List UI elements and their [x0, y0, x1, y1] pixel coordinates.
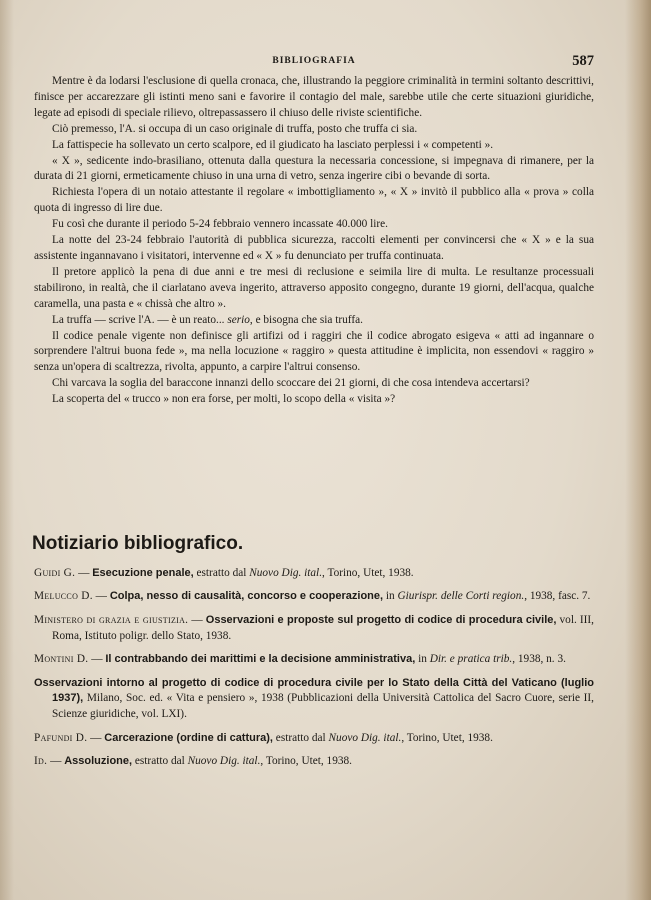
bibliography-entry — [34, 613, 594, 645]
entry-author: Melucco D. — [34, 590, 93, 603]
entry-title: Osservazioni e proposte sul progetto di codice di procedura civile, — [205, 613, 557, 626]
entry-separator: — — [47, 755, 65, 768]
bibliography-entry — [34, 589, 594, 605]
entry-author: Pafundi D. — [34, 731, 88, 744]
entry-title: Carcerazione (ordine di cattura), — [104, 731, 273, 744]
entry-source: Nuovo Dig. ital. — [187, 755, 261, 768]
paragraph: Il codice penale vigente non definisce gli artifizi od i raggiri che il codice abrogato esigeva « atti ad ingannare o sorprendere l'altrui buona fede », ma nella locuzione « raggiro » questa attitudine è implicita, non essendovi « raggiro » senza un'opera di scaltrezza, rivolta, appunto, a carpire l'altrui consenso. — [34, 329, 594, 374]
paragraph: Ciò premesso, l'A. si occupa di un caso originale di truffa, posto che truffa ci sia. — [52, 122, 418, 135]
entry-author: Ministero di grazia e giustizia. — [34, 613, 189, 626]
entry-source: Nuovo Dig. ital. — [249, 567, 323, 579]
review-text — [34, 74, 594, 408]
paragraph: La fattispecie ha sollevato un certo scalpore, ed il giudicato ha lasciato perplessi i « competenti ». — [52, 138, 494, 151]
paragraph: Mentre è da lodarsi l'esclusione di quella cronaca, che, illustrando la peggiore criminalità in termini soltanto descrittivi, finisce per accarezzare gli istinti meno sani e favorire il contagio del male, sarebbe utile che certe situazioni giuridiche, legate ad episodi di speciale rilievo, oltrepassassero il chiuso delle riviste scientifiche. — [34, 75, 594, 119]
bibliography-entry — [34, 566, 594, 582]
entry-text: , Torino, Utet, 1938. — [260, 755, 352, 768]
entry-title: Osservazioni intorno al progetto di codice di procedura civile per lo Stato della Città del Vaticano (luglio 1937), — [34, 676, 594, 705]
entry-text: , 1938, n. 3. — [512, 653, 566, 666]
entry-text: , Torino, Utet, 1938. — [322, 567, 414, 579]
entry-author: Guidi G. — [34, 567, 76, 579]
entry-title: Colpa, nesso di causalità, concorso e cooperazione, — [109, 590, 384, 603]
entry-author: Id. — [34, 755, 48, 768]
bibliography-entry — [34, 754, 594, 770]
entry-separator: — — [88, 653, 106, 666]
paragraph: La notte del 23-24 febbraio l'autorità di pubblica sicurezza, raccolti elementi per convincersi che « X » e la sua assistente ingannavano i visitatori, intervenne ed « X » fu denunciato per truffa continuata. — [34, 234, 594, 262]
bibliography-list — [34, 566, 594, 778]
paragraph: Chi varcava la soglia del baraccone innanzi dello scoccare dei 21 giorni, di che cosa intendeva accertarsi? — [52, 377, 530, 390]
text-run: , e bisogna che sia truffa. — [249, 313, 363, 326]
bibliography-entry — [34, 652, 594, 668]
entry-source: Nuovo Dig. ital. — [328, 731, 402, 744]
bibliography-entry — [34, 676, 594, 724]
page-shadow-right — [625, 0, 651, 900]
entry-source: Dir. e pratica trib. — [429, 653, 513, 666]
entry-title: Il contrabbando dei marittimi e la decisione amministrativa, — [105, 653, 416, 666]
entry-text: estratto dal — [193, 567, 250, 579]
page-shadow-left — [0, 0, 14, 900]
paragraph: Il pretore applicò la pena di due anni e tre mesi di reclusione e seimila lire di multa. Le resultanze processuali stabilirono, in realtà, che il ciarlatano aveva ingerito, attraverso apposito congegno, durante 19 giorni, dell'acqua, qualche caramella, una pasta e « chissà che altro ». — [34, 265, 594, 310]
running-head: BIBLIOGRAFIA — [272, 56, 356, 66]
entry-text: estratto dal — [272, 731, 329, 744]
entry-title: Assoluzione, — [64, 755, 133, 768]
entry-separator: — — [75, 567, 93, 579]
page-header — [34, 53, 594, 72]
paragraph: Fu così che durante il periodo 5-24 febbraio vennero incassate 40.000 lire. — [52, 218, 388, 231]
paragraph — [34, 313, 594, 329]
entry-text: in — [383, 590, 398, 603]
bibliography-entry — [34, 731, 594, 747]
entry-text: , 1938, fasc. 7. — [524, 590, 591, 603]
paragraph: La scoperta del « trucco » non era forse, per molti, lo scopo della « visita »? — [52, 393, 396, 406]
page-number: 587 — [572, 53, 594, 69]
entry-text: , Torino, Utet, 1938. — [401, 731, 493, 744]
paragraph: Richiesta l'opera di un notaio attestante il regolare « imbottigliamento », « X » invitò il pubblico alla « prova » colla quota di ingresso di lire due. — [34, 186, 594, 215]
section-title: Notiziario bibliografico. — [32, 533, 244, 554]
entry-text: Milano, Soc. ed. « Vita e pensiero », 1938 (Pubblicazioni della Università Cattolica del Sacro Cuore, serie II, Scienze giuridiche, vol. LXI). — [52, 692, 594, 721]
paragraph: « X », sedicente indo-brasiliano, ottenuta dalla questura la necessaria concessione, si impegnava di rimanere, per la durata di 21 giorni, ermeticamente chiuso in una urna di vetro, senza ingerire cibi o bevande di sorta. — [34, 154, 594, 183]
text-run: La truffa — scrive l'A. — è un reato... — [52, 313, 228, 326]
entry-text: estratto dal — [132, 755, 188, 768]
entry-separator: — — [188, 613, 206, 626]
entry-text: in — [415, 653, 430, 666]
entry-separator: — — [87, 731, 105, 744]
entry-author: Montini D. — [34, 653, 89, 666]
entry-title: Esecuzione penale, — [92, 567, 194, 579]
entry-source: Giurispr. delle Corti region. — [397, 590, 525, 603]
entry-text: vol. III, Roma, Istituto poligr. dello Stato, 1938. — [52, 613, 594, 642]
emphasis: serio — [227, 313, 250, 326]
entry-separator: — — [92, 590, 110, 603]
